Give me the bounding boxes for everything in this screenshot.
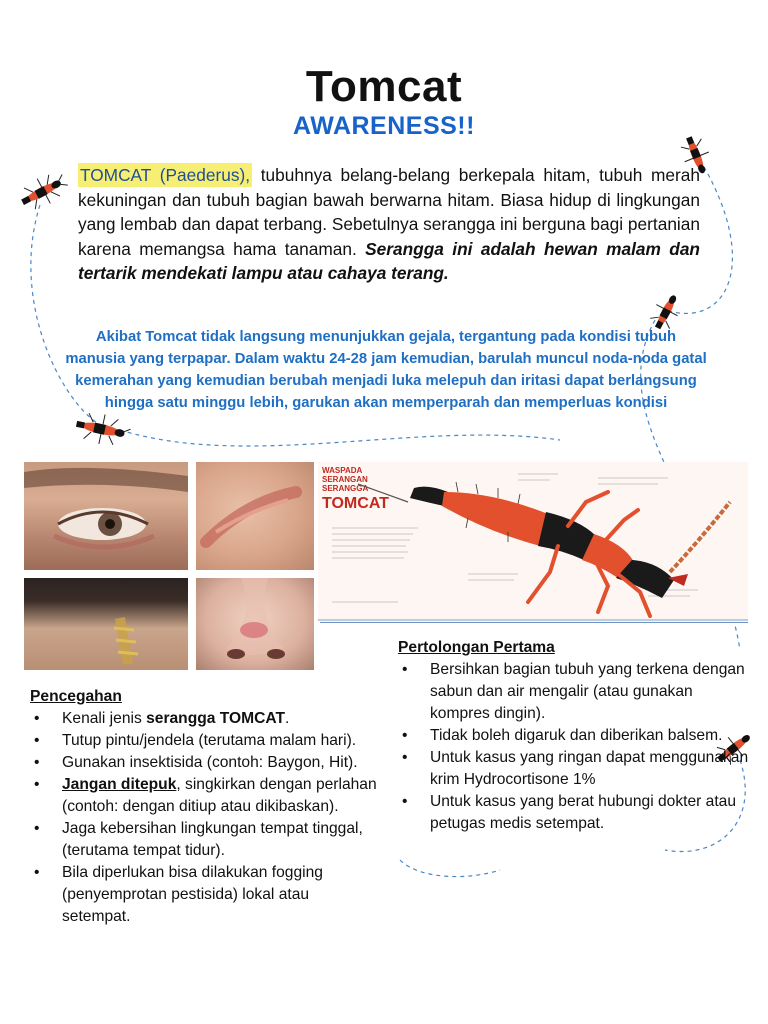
- first-aid-section: [398, 637, 750, 835]
- list-item: • Tutup pintu/jendela (terutama malam hari).: [30, 730, 380, 752]
- species-highlight: TOMCAT (Paederus),: [80, 165, 251, 185]
- tomcat-illustration: [318, 462, 748, 622]
- prevention-list: [30, 708, 380, 928]
- beetle-icon: [14, 172, 70, 212]
- list-item: • Tidak boleh digaruk dan diberikan balsem.: [398, 725, 750, 747]
- effect-paragraph: Akibat Tomcat tidak langsung menunjukkan gejala, tergantung pada kondisi tubuh manusia yang terpapar. Dalam waktu 24-28 jam kemudian, barulah muncul noda-noda gatal kemerahan yang kemudian berubah menjadi luka melepuh dan iritasi dapat berlangsung hingga satu minggu lebih, garukan akan memperparah dan memperluas kondisi: [65, 329, 707, 411]
- photo-nose-lesion: [196, 578, 314, 670]
- photo-eye-lesion: [24, 462, 188, 570]
- list-item: • Bersihkan bagian tubuh yang terkena dengan sabun dan air mengalir (atau gunakan kompres dingin).: [398, 659, 750, 725]
- intro-paragraph: [78, 163, 700, 286]
- diagram-heading-name: TOMCAT: [322, 495, 389, 512]
- list-item: • Untuk kasus yang ringan dapat menggunakan krim Hydrocortisone 1%: [398, 747, 750, 791]
- intro-text: tubuhnya belang-belang berkepala hitam, tubuh merah kekuningan dan tubuh bagian bawah berwarna hitam. Biasa hidup di lingkungan yang lembab dan dapat terbang. Sebetulnya serangga ini berguna bagi pertanian karena memangsa hama tanaman.: [78, 165, 700, 259]
- page-title: Tomcat: [305, 62, 463, 111]
- list-item: • Jaga kebersihan lingkungan tempat tinggal, (terutama tempat tidur).: [30, 818, 380, 862]
- prevention-title: Pencegahan: [30, 688, 122, 705]
- list-item: • Kenali jenis serangga TOMCAT.: [30, 708, 380, 730]
- first-aid-title: Pertolongan Pertama: [398, 639, 555, 656]
- diagram-heading-line: SERANGAN: [322, 475, 368, 484]
- list-item: • Gunakan insektisida (contoh: Baygon, Hit).: [30, 752, 380, 774]
- divider: [320, 622, 748, 623]
- photo-neck-lesion: [24, 578, 188, 670]
- intro-emphasis: Serangga ini adalah hewan malam dan tertarik mendekati lampu atau cahaya terang.: [78, 238, 700, 283]
- tomcat-anatomy-diagram: [318, 462, 748, 622]
- diagram-heading-line: SERANGGA: [322, 484, 369, 493]
- beetle-icon: [70, 412, 132, 446]
- list-item: • Jangan ditepuk, singkirkan dengan perlahan (contoh: dengan ditiup atau dikibaskan).: [30, 774, 380, 818]
- page-subtitle: AWARENESS!!: [293, 112, 475, 140]
- diagram-heading-line: WASPADA: [322, 466, 363, 475]
- photo-arm-lesion: [196, 462, 314, 570]
- prevention-section: [30, 686, 380, 928]
- list-item: • Untuk kasus yang berat hubungi dokter atau petugas medis setempat.: [398, 791, 750, 835]
- first-aid-list: [398, 659, 750, 835]
- list-item: • Bila diperlukan bisa dilakukan fogging (penyemprotan pestisida) lokal atau setempat.: [30, 862, 380, 928]
